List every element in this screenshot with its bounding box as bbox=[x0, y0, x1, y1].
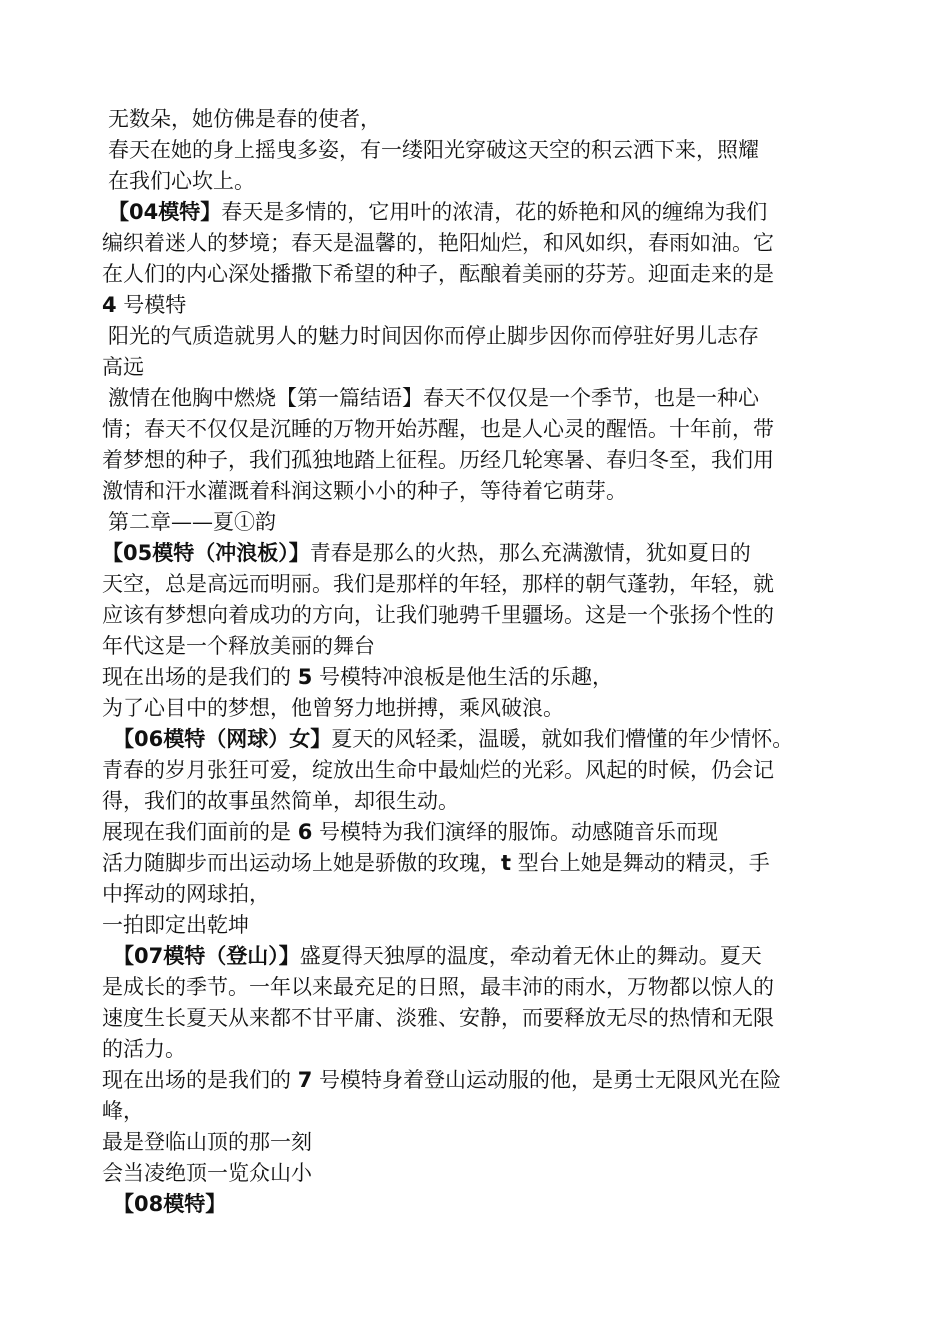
text-segment: 在我们心坎上。 bbox=[108, 169, 255, 193]
text-line bbox=[102, 352, 144, 382]
text-segment: 青春是那么的火热，那么充满激情，犹如夏日的 bbox=[309, 541, 751, 565]
text-line bbox=[102, 1065, 781, 1095]
text-line bbox=[102, 1158, 312, 1188]
text-line bbox=[102, 755, 774, 785]
text-segment: 一拍即定出乾坤 bbox=[102, 913, 249, 937]
text-segment: 号模特身着登山运动服的他，是勇士无限风光在险 bbox=[312, 1068, 781, 1092]
bold-text-segment: 【 bbox=[113, 727, 134, 751]
text-line bbox=[102, 879, 270, 909]
text-line bbox=[102, 786, 459, 816]
text-line bbox=[102, 538, 751, 568]
bold-text-segment: 【 bbox=[113, 1192, 134, 1216]
text-line bbox=[102, 569, 774, 599]
text-line bbox=[102, 817, 718, 847]
bold-text-segment: 模特】 bbox=[158, 200, 222, 224]
bold-text-segment: 【 bbox=[102, 541, 123, 565]
text-line bbox=[102, 631, 375, 661]
bold-text-segment: 模特（网球）女】 bbox=[163, 727, 332, 751]
text-segment: 青春的岁月张狂可爱，绽放出生命中最灿烂的光彩。风起的时候，仍会记 bbox=[102, 758, 774, 782]
text-segment: 无数朵，她仿佛是春的使者， bbox=[108, 107, 381, 131]
text-segment: 第二章——夏①韵 bbox=[108, 510, 276, 534]
bold-text-segment: 06 bbox=[134, 727, 164, 751]
text-segment: 号模特冲浪板是他生活的乐趣， bbox=[312, 665, 613, 689]
bold-text-segment: 模特（冲浪板）】 bbox=[152, 541, 310, 565]
text-segment: 激情和汗水灌溉着科润这颗小小的种子，等待着它萌芽。 bbox=[102, 479, 627, 503]
text-line bbox=[102, 259, 774, 289]
text-segment: 天空，总是高远而明丽。我们是那样的年轻，那样的朝气蓬勃，年轻，就 bbox=[102, 572, 774, 596]
text-segment: 会当凌绝顶一览众山小 bbox=[102, 1161, 312, 1185]
text-segment: 得，我们的故事虽然简单，却很生动。 bbox=[102, 789, 459, 813]
text-segment: 春天是多情的，它用叶的浓清，花的娇艳和风的缠绵为我们 bbox=[221, 200, 768, 224]
text-segment: 在人们的内心深处播撒下希望的种子，酝酿着美丽的芬芳。迎面走来的是 bbox=[102, 262, 774, 286]
bold-text-segment: 模特（登山）】 bbox=[163, 944, 300, 968]
text-line bbox=[102, 848, 770, 878]
text-line bbox=[102, 476, 627, 506]
text-line bbox=[102, 1096, 144, 1126]
bold-text-segment: t bbox=[501, 851, 512, 875]
text-segment: 号模特为我们演绎的服饰。动感随音乐而现 bbox=[312, 820, 718, 844]
bold-text-segment: 5 bbox=[297, 665, 313, 689]
text-segment: 现在出场的是我们的 bbox=[102, 665, 298, 689]
bold-text-segment: 模特】 bbox=[163, 1192, 227, 1216]
text-line bbox=[102, 445, 774, 475]
text-line bbox=[102, 693, 564, 723]
text-segment: 夏天的风轻柔，温暖，就如我们懵懂的年少情怀。 bbox=[331, 727, 794, 751]
text-segment: 中挥动的网球拍， bbox=[102, 882, 270, 906]
text-line bbox=[102, 972, 774, 1002]
text-segment: 型台上她是舞动的精灵，手 bbox=[511, 851, 770, 875]
text-segment: 应该有梦想向着成功的方向，让我们驰骋千里疆场。这是一个张扬个性的 bbox=[102, 603, 774, 627]
text-segment: 年代这是一个释放美丽的舞台 bbox=[102, 634, 375, 658]
text-segment: 春天在她的身上摇曳多姿，有一缕阳光穿破这天空的积云洒下来，照耀 bbox=[108, 138, 759, 162]
text-segment: 情；春天不仅仅是沉睡的万物开始苏醒，也是人心灵的醒悟。十年前，带 bbox=[102, 417, 774, 441]
text-line bbox=[113, 1189, 226, 1219]
bold-text-segment: 05 bbox=[123, 541, 153, 565]
text-line bbox=[102, 1003, 774, 1033]
text-line bbox=[108, 507, 276, 537]
text-segment: 峰， bbox=[102, 1099, 144, 1123]
bold-text-segment: 4 bbox=[102, 293, 117, 317]
text-line bbox=[113, 941, 762, 971]
text-line bbox=[102, 1127, 312, 1157]
text-segment: 编织着迷人的梦境；春天是温馨的，艳阳灿烂，和风如织，春雨如油。它 bbox=[102, 231, 774, 255]
text-segment: 速度生长夏天从来都不甘平庸、淡雅、安静，而要释放无尽的热情和无限 bbox=[102, 1006, 774, 1030]
text-segment: 展现在我们面前的是 bbox=[102, 820, 298, 844]
text-segment: 激情在他胸中燃烧【第一篇结语】春天不仅仅是一个季节，也是一种心 bbox=[108, 386, 759, 410]
bold-text-segment: 【 bbox=[108, 200, 129, 224]
bold-text-segment: 08 bbox=[134, 1192, 164, 1216]
text-segment: 盛夏得天独厚的温度，牵动着无休止的舞动。夏天 bbox=[299, 944, 762, 968]
text-segment: 号模特 bbox=[116, 293, 187, 317]
text-segment: 活力随脚步而出运动场上她是骄傲的玫瑰， bbox=[102, 851, 501, 875]
text-segment: 是成长的季节。一年以来最充足的日照，最丰沛的雨水，万物都以惊人的 bbox=[102, 975, 774, 999]
text-line bbox=[102, 662, 613, 692]
text-line bbox=[102, 228, 774, 258]
text-line bbox=[108, 166, 255, 196]
bold-text-segment: 【 bbox=[113, 944, 134, 968]
bold-text-segment: 6 bbox=[297, 820, 313, 844]
bold-text-segment: 04 bbox=[129, 200, 159, 224]
text-segment: 最是登临山顶的那一刻 bbox=[102, 1130, 312, 1154]
text-line bbox=[108, 104, 381, 134]
text-segment: 阳光的气质造就男人的魅力时间因你而停止脚步因你而停驻好男儿志存 bbox=[108, 324, 759, 348]
text-line bbox=[102, 910, 249, 940]
text-line bbox=[102, 414, 774, 444]
text-line bbox=[113, 724, 793, 754]
text-line bbox=[102, 290, 186, 320]
text-line bbox=[108, 135, 759, 165]
text-segment: 高远 bbox=[102, 355, 144, 379]
text-segment: 现在出场的是我们的 bbox=[102, 1068, 298, 1092]
text-segment: 着梦想的种子，我们孤独地踏上征程。历经几轮寒暑、春归冬至，我们用 bbox=[102, 448, 774, 472]
text-segment: 的活力。 bbox=[102, 1037, 186, 1061]
text-line bbox=[102, 1034, 186, 1064]
text-line bbox=[108, 197, 767, 227]
bold-text-segment: 7 bbox=[297, 1068, 313, 1092]
text-line bbox=[108, 321, 759, 351]
text-line bbox=[102, 600, 774, 630]
bold-text-segment: 07 bbox=[134, 944, 164, 968]
text-segment: 为了心目中的梦想，他曾努力地拼搏，乘风破浪。 bbox=[102, 696, 564, 720]
text-line bbox=[108, 383, 759, 413]
